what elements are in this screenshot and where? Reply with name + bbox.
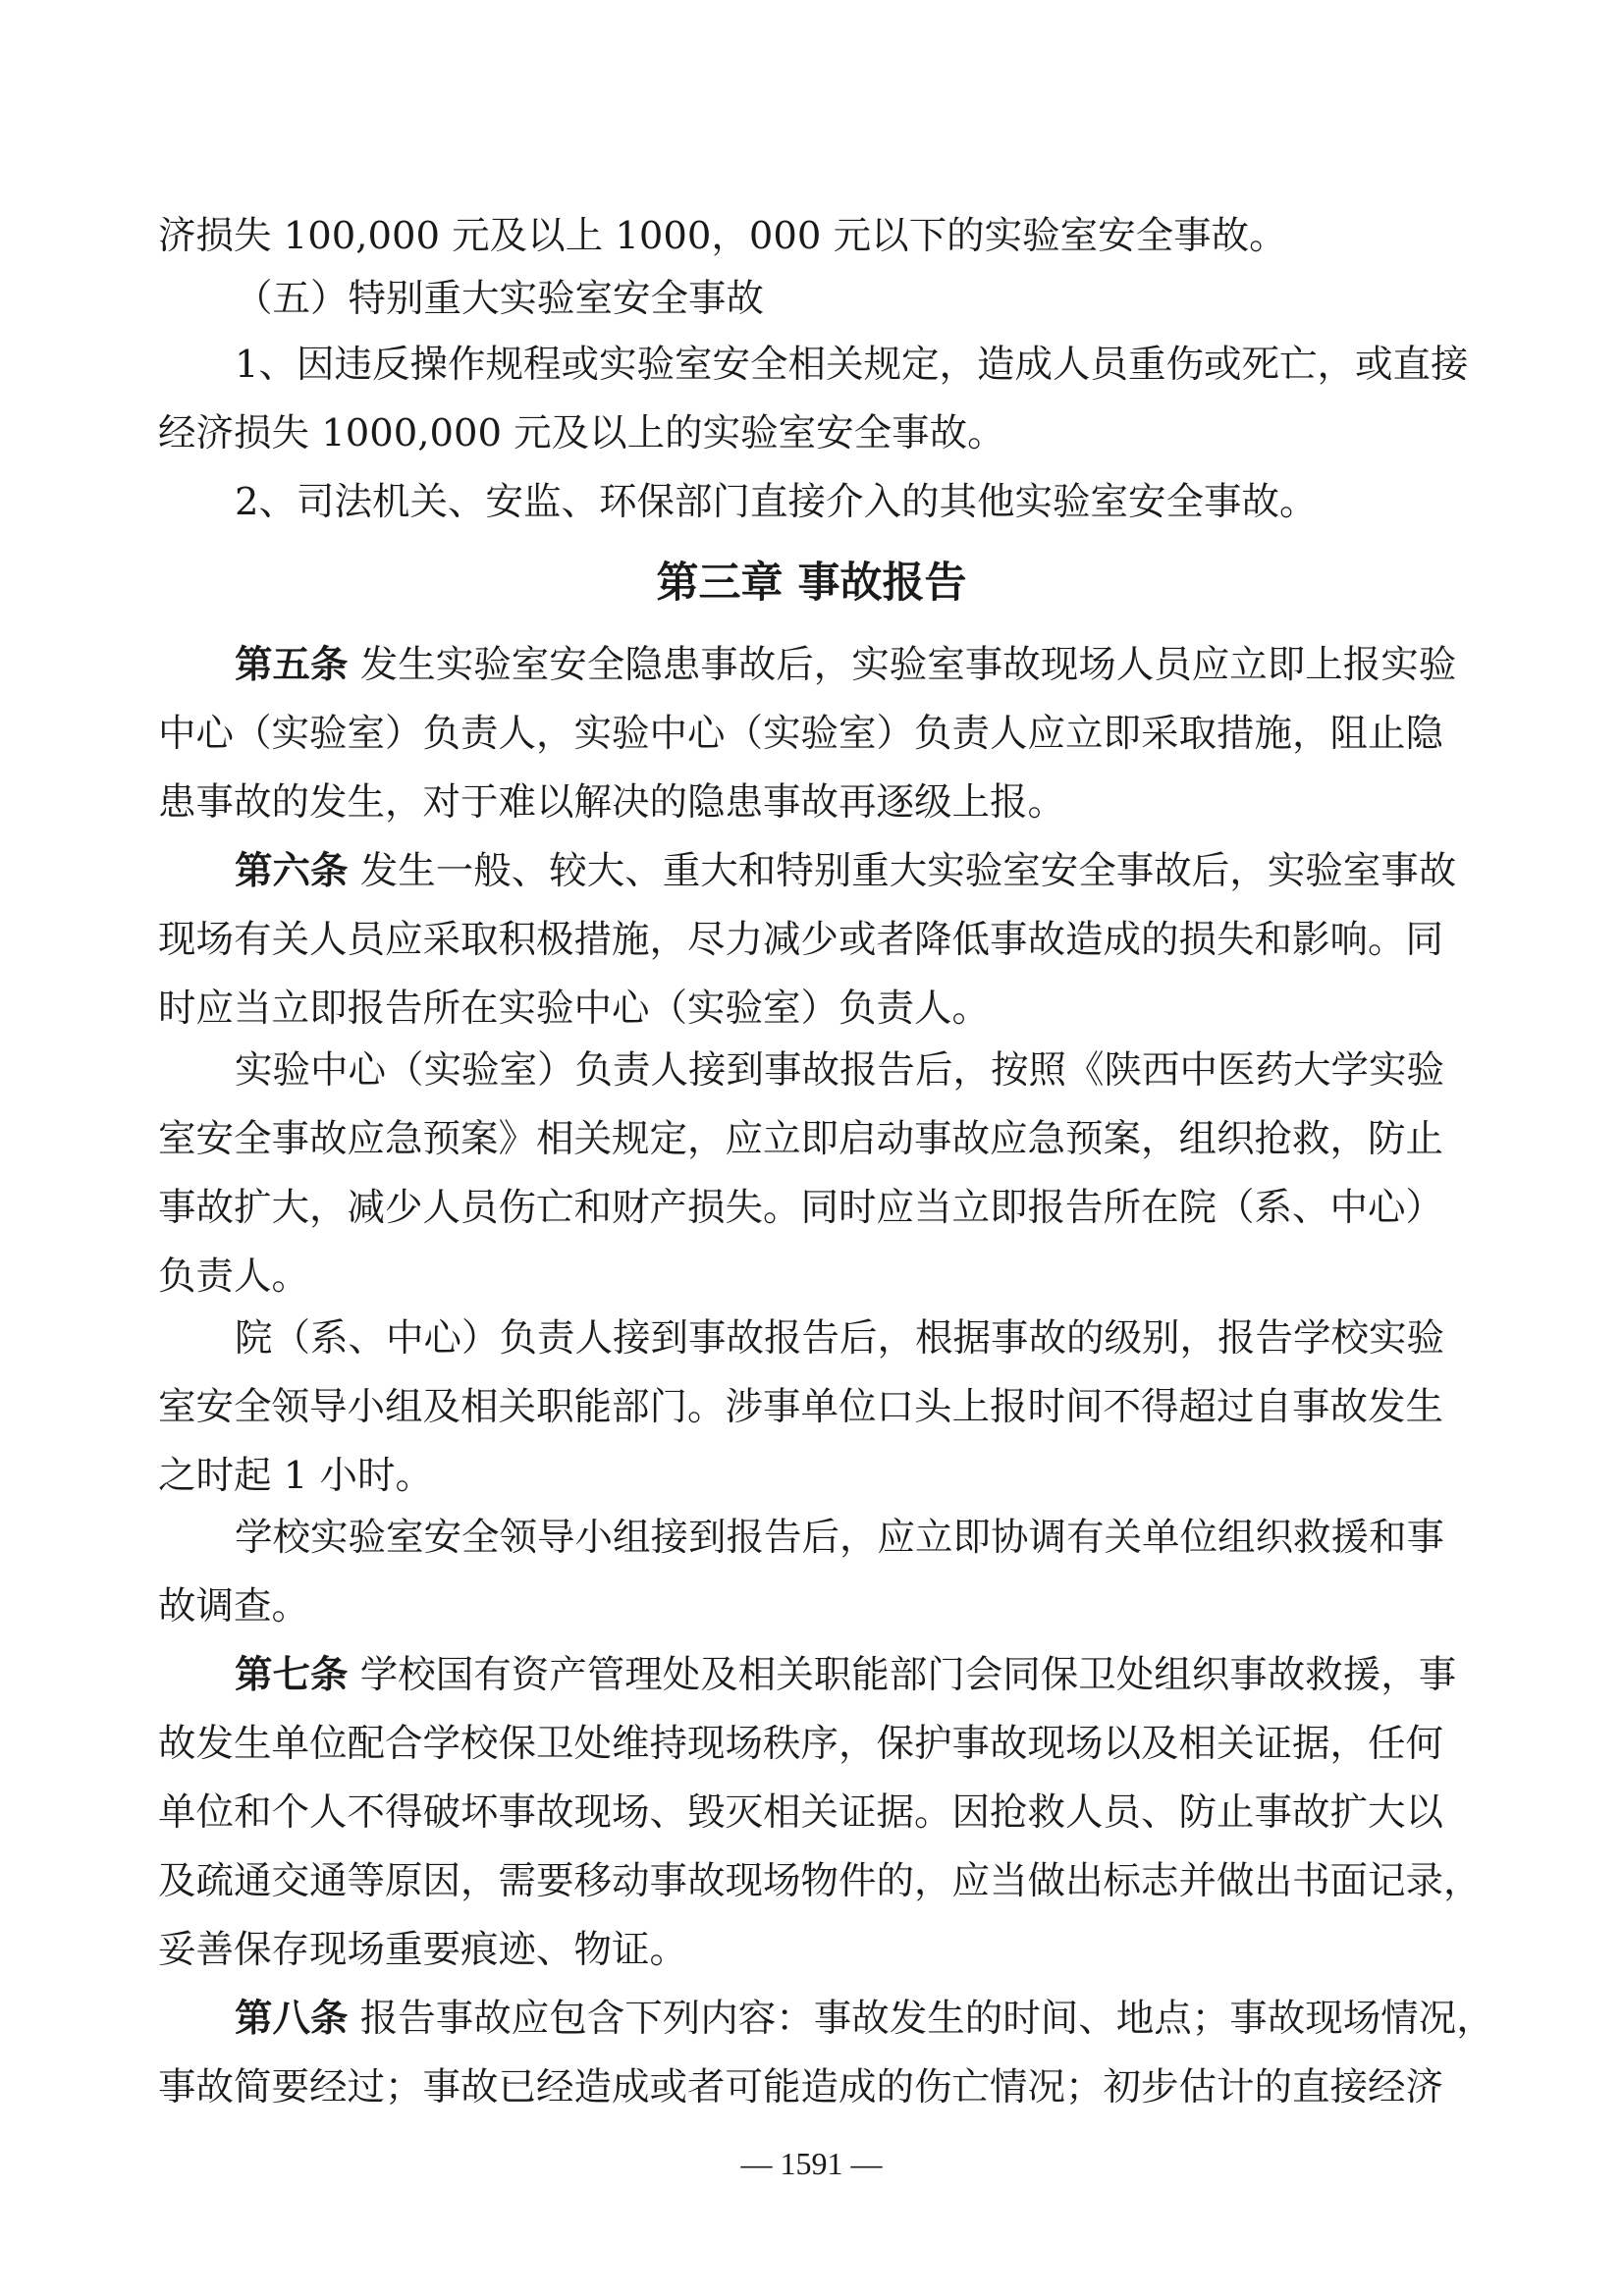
text-line: 患事故的发生，对于难以解决的隐患事故再逐级上报。 [158, 780, 1066, 825]
text-line: 事故简要经过；事故已经造成或者可能造成的伤亡情况；初步估计的直接经济 [158, 2065, 1444, 2109]
article-7-text: 学校国有资产管理处及相关职能部门会同保卫处组织事故救援，事 [359, 1653, 1457, 1697]
article-8-text: 报告事故应包含下列内容：事故发生的时间、地点；事故现场情况， [359, 1997, 1494, 2041]
text-line: 事故扩大，减少人员伤亡和财产损失。同时应当立即报告所在院（系、中心） [158, 1186, 1444, 1230]
text-line: 故发生单位配合学校保卫处维持现场秩序，保护事故现场以及相关证据，任何 [158, 1722, 1444, 1766]
text-line: 之时起 1 小时。 [158, 1454, 433, 1498]
text-line: 经济损失 1000,000 元及以上的实验室安全事故。 [158, 411, 1005, 455]
article-5-label: 第五条 [235, 643, 349, 687]
text-line: 济损失 100,000 元及以上 1000，000 元以下的实验室安全事故。 [158, 214, 1287, 258]
text-line: 院（系、中心）负责人接到事故报告后，根据事故的级别，报告学校实验 [235, 1316, 1445, 1361]
article-7-first-line [235, 1653, 1457, 1697]
article-6-label: 第六条 [235, 849, 349, 893]
article-6-text: 发生一般、较大、重大和特别重大实验室安全事故后，实验室事故 [359, 849, 1457, 893]
article-5-first-line [235, 643, 1457, 687]
text-line: 学校实验室安全领导小组接到报告后，应立即协调有关单位组织救援和事 [235, 1516, 1445, 1560]
text-line: 及疏通交通等原因，需要移动事故现场物件的，应当做出标志并做出书面记录， [158, 1859, 1482, 1903]
text-line: 实验中心（实验室）负责人接到事故报告后，按照《陕西中医药大学实验 [235, 1048, 1445, 1093]
article-8-first-line [235, 1997, 1494, 2041]
text-line: 中心（实验室）负责人，实验中心（实验室）负责人应立即采取措施，阻止隐 [158, 712, 1444, 756]
text-line: 时应当立即报告所在实验中心（实验室）负责人。 [158, 987, 991, 1031]
text-line: 1、因违反操作规程或实验室安全相关规定，造成人员重伤或死亡，或直接 [235, 343, 1469, 387]
text-line: 现场有关人员应采取积极措施，尽力减少或者降低事故造成的损失和影响。同 [158, 918, 1444, 962]
text-line: 故调查。 [158, 1584, 310, 1629]
article-6-first-line [235, 849, 1457, 893]
article-5-text: 发生实验室安全隐患事故后，实验室事故现场人员应立即上报实验 [359, 643, 1457, 687]
article-8-label: 第八条 [235, 1997, 349, 2041]
text-line: 单位和个人不得破坏事故现场、毁灭相关证据。因抢救人员、防止事故扩大以 [158, 1790, 1444, 1835]
chapter-heading: 第三章 事故报告 [656, 559, 967, 608]
text-line: 负责人。 [158, 1255, 310, 1299]
section-heading-five: （五）特别重大实验室安全事故 [235, 277, 765, 321]
article-7-label: 第七条 [235, 1653, 349, 1697]
text-line: 室安全领导小组及相关职能部门。涉事单位口头上报时间不得超过自事故发生 [158, 1385, 1444, 1429]
text-line: 妥善保存现场重要痕迹、物证。 [158, 1928, 688, 1972]
page-number: — 1591 — [740, 2146, 883, 2181]
text-line: 2、司法机关、安监、环保部门直接介入的其他实验室安全事故。 [235, 480, 1318, 524]
text-line: 室安全事故应急预案》相关规定，应立即启动事故应急预案，组织抢救，防止 [158, 1117, 1444, 1161]
